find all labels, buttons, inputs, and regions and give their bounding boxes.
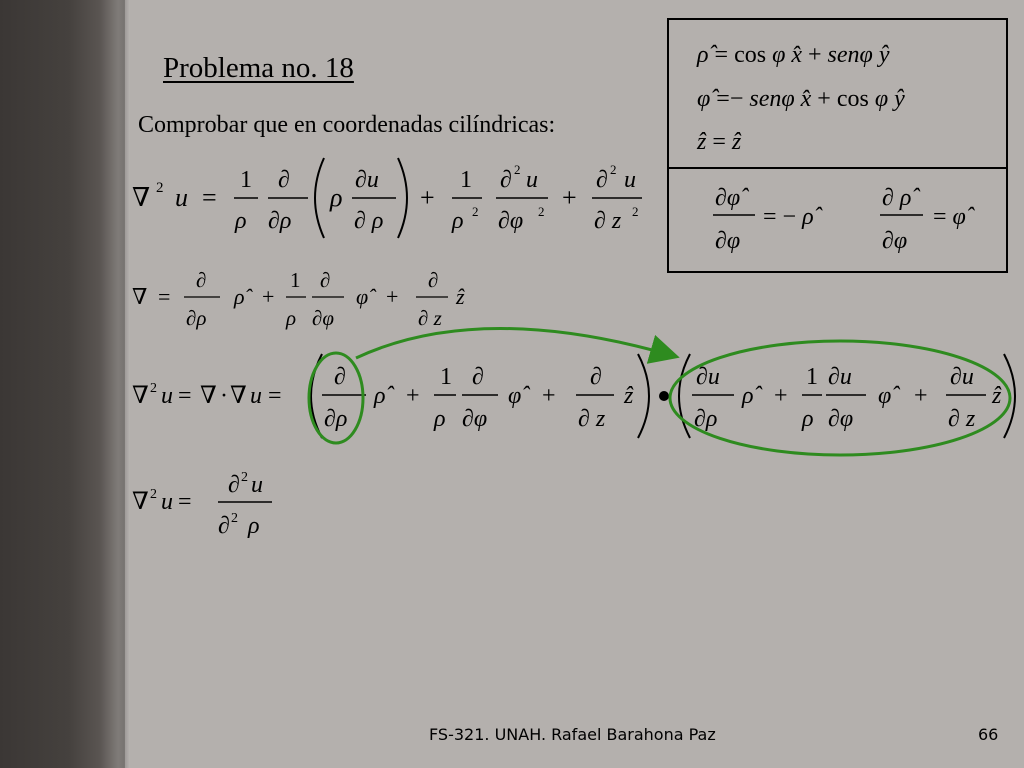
svg-text:+: + xyxy=(420,183,435,212)
svg-text:1: 1 xyxy=(460,167,472,193)
svg-text:=: = xyxy=(202,183,217,212)
svg-text:ρ̂: ρ̂ xyxy=(742,383,754,409)
svg-text:+: + xyxy=(562,183,577,212)
svg-text:ρ̂: ρ̂ xyxy=(234,284,245,309)
svg-text:∂: ∂ xyxy=(278,167,290,193)
svg-text:ẑ: ẑ xyxy=(992,383,1002,409)
svg-text:∂ z: ∂ z xyxy=(418,306,442,330)
svg-text:∂φ: ∂φ xyxy=(498,208,524,234)
rel-d-phi-den: ∂φ xyxy=(715,228,741,254)
svg-text:ẑ: ẑ xyxy=(456,284,465,309)
rel-z-hat: ẑ = ẑ xyxy=(697,129,742,155)
rel-d-rho-den: ∂φ xyxy=(882,228,908,254)
svg-text:∂ z: ∂ z xyxy=(594,208,622,234)
svg-text:φ̂: φ̂ xyxy=(508,383,522,409)
svg-text:∂u: ∂u xyxy=(950,364,974,390)
svg-text:=: = xyxy=(178,383,192,409)
svg-text:+: + xyxy=(262,284,275,309)
rel-d-phi-hat-rhs: = − ρ̂ xyxy=(763,204,814,230)
svg-text:∂φ: ∂φ xyxy=(312,306,335,330)
svg-text:∂ρ: ∂ρ xyxy=(268,208,292,234)
svg-text:1: 1 xyxy=(440,364,452,390)
svg-text:∂ρ: ∂ρ xyxy=(186,306,207,330)
svg-text:=: = xyxy=(268,383,282,409)
svg-text:=: = xyxy=(178,489,192,515)
svg-text:∂u: ∂u xyxy=(828,364,852,390)
page-number: 66 xyxy=(978,725,999,744)
svg-text:ρ: ρ xyxy=(452,208,464,234)
svg-text:2: 2 xyxy=(632,204,639,219)
svg-text:∇: ∇ xyxy=(230,383,247,409)
slide-footer: FS-321. UNAH. Rafael Barahona Paz xyxy=(429,725,716,744)
svg-text:ρ: ρ xyxy=(802,406,814,432)
svg-text:u: u xyxy=(251,472,263,498)
svg-text:ρ̂: ρ̂ xyxy=(374,383,386,409)
svg-text:2: 2 xyxy=(231,511,238,526)
svg-text:∇: ∇ xyxy=(132,383,149,409)
svg-text:u: u xyxy=(624,167,636,193)
svg-text:ρ: ρ xyxy=(286,306,297,330)
svg-text:∂ρ: ∂ρ xyxy=(324,406,348,432)
svg-text:+: + xyxy=(406,383,420,409)
rel-d-phi-hat-num: ∂φ̂ xyxy=(715,185,741,211)
annotation-circle-d-drho xyxy=(309,353,363,443)
svg-text:=: = xyxy=(158,284,171,309)
svg-text:u: u xyxy=(526,167,538,193)
svg-text:∂u: ∂u xyxy=(696,364,720,390)
svg-text:2: 2 xyxy=(156,180,164,196)
rel-rho-hat: ρ̂ = cos φ x̂ + senφ ŷ xyxy=(697,42,890,68)
svg-text:u: u xyxy=(161,489,173,515)
svg-text:∂φ: ∂φ xyxy=(462,406,488,432)
svg-text:φ̂: φ̂ xyxy=(878,383,892,409)
svg-text:∂: ∂ xyxy=(590,364,602,390)
svg-text:ρ: ρ xyxy=(235,208,247,234)
slide-subtitle: Comprobar que en coordenadas cilíndricas: xyxy=(138,112,556,138)
svg-text:∂: ∂ xyxy=(334,364,346,390)
annotation-ellipse-gradient xyxy=(670,341,1010,455)
svg-text:1: 1 xyxy=(290,268,301,292)
svg-text:ρ: ρ xyxy=(330,183,343,212)
svg-text:ρ: ρ xyxy=(248,513,260,539)
svg-text:ρ: ρ xyxy=(434,406,446,432)
annotation-arrow xyxy=(356,328,674,358)
svg-text:∂u: ∂u xyxy=(355,167,379,193)
svg-text:+: + xyxy=(386,284,399,309)
svg-text:+: + xyxy=(914,383,928,409)
svg-text:∂: ∂ xyxy=(218,513,230,539)
svg-text:∇: ∇ xyxy=(132,284,148,309)
svg-text:∂: ∂ xyxy=(320,268,331,292)
svg-text:u: u xyxy=(250,383,262,409)
svg-text:u: u xyxy=(175,183,188,212)
svg-text:∂φ: ∂φ xyxy=(828,406,854,432)
svg-text:1: 1 xyxy=(806,364,818,390)
svg-text:·: · xyxy=(220,383,228,409)
svg-text:+: + xyxy=(774,383,788,409)
svg-text:2: 2 xyxy=(150,487,157,502)
svg-text:∇: ∇ xyxy=(132,489,149,515)
svg-text:∂ρ: ∂ρ xyxy=(694,406,718,432)
slide-title: Problema no. 18 xyxy=(163,52,354,84)
svg-text:∂ z: ∂ z xyxy=(948,406,976,432)
rel-phi-hat: φ̂ =− senφ x̂ + cos φ ŷ xyxy=(697,86,905,112)
svg-text:∂ z: ∂ z xyxy=(578,406,606,432)
svg-text:u: u xyxy=(161,383,173,409)
svg-text:∂: ∂ xyxy=(500,167,512,193)
svg-text:+: + xyxy=(542,383,556,409)
svg-text:φ̂: φ̂ xyxy=(356,284,369,309)
svg-text:∂: ∂ xyxy=(228,472,240,498)
svg-text:∇: ∇ xyxy=(132,183,151,212)
svg-text:2: 2 xyxy=(514,162,521,177)
svg-text:∇: ∇ xyxy=(200,383,217,409)
svg-text:2: 2 xyxy=(610,162,617,177)
svg-text:2: 2 xyxy=(538,204,545,219)
svg-text:∂: ∂ xyxy=(196,268,207,292)
svg-text:2: 2 xyxy=(150,381,157,396)
svg-text:∂: ∂ xyxy=(428,268,439,292)
svg-text:2: 2 xyxy=(241,470,248,485)
rel-d-rho-hat-rhs: = φ̂ xyxy=(933,204,966,230)
svg-text:∂ ρ: ∂ ρ xyxy=(354,208,384,234)
svg-text:2: 2 xyxy=(472,204,479,219)
svg-text:∂: ∂ xyxy=(596,167,608,193)
svg-text:ẑ: ẑ xyxy=(624,383,634,409)
svg-text:1: 1 xyxy=(240,167,252,193)
rel-d-rho-hat-num: ∂ ρ̂ xyxy=(882,185,912,211)
svg-text:∂: ∂ xyxy=(472,364,484,390)
